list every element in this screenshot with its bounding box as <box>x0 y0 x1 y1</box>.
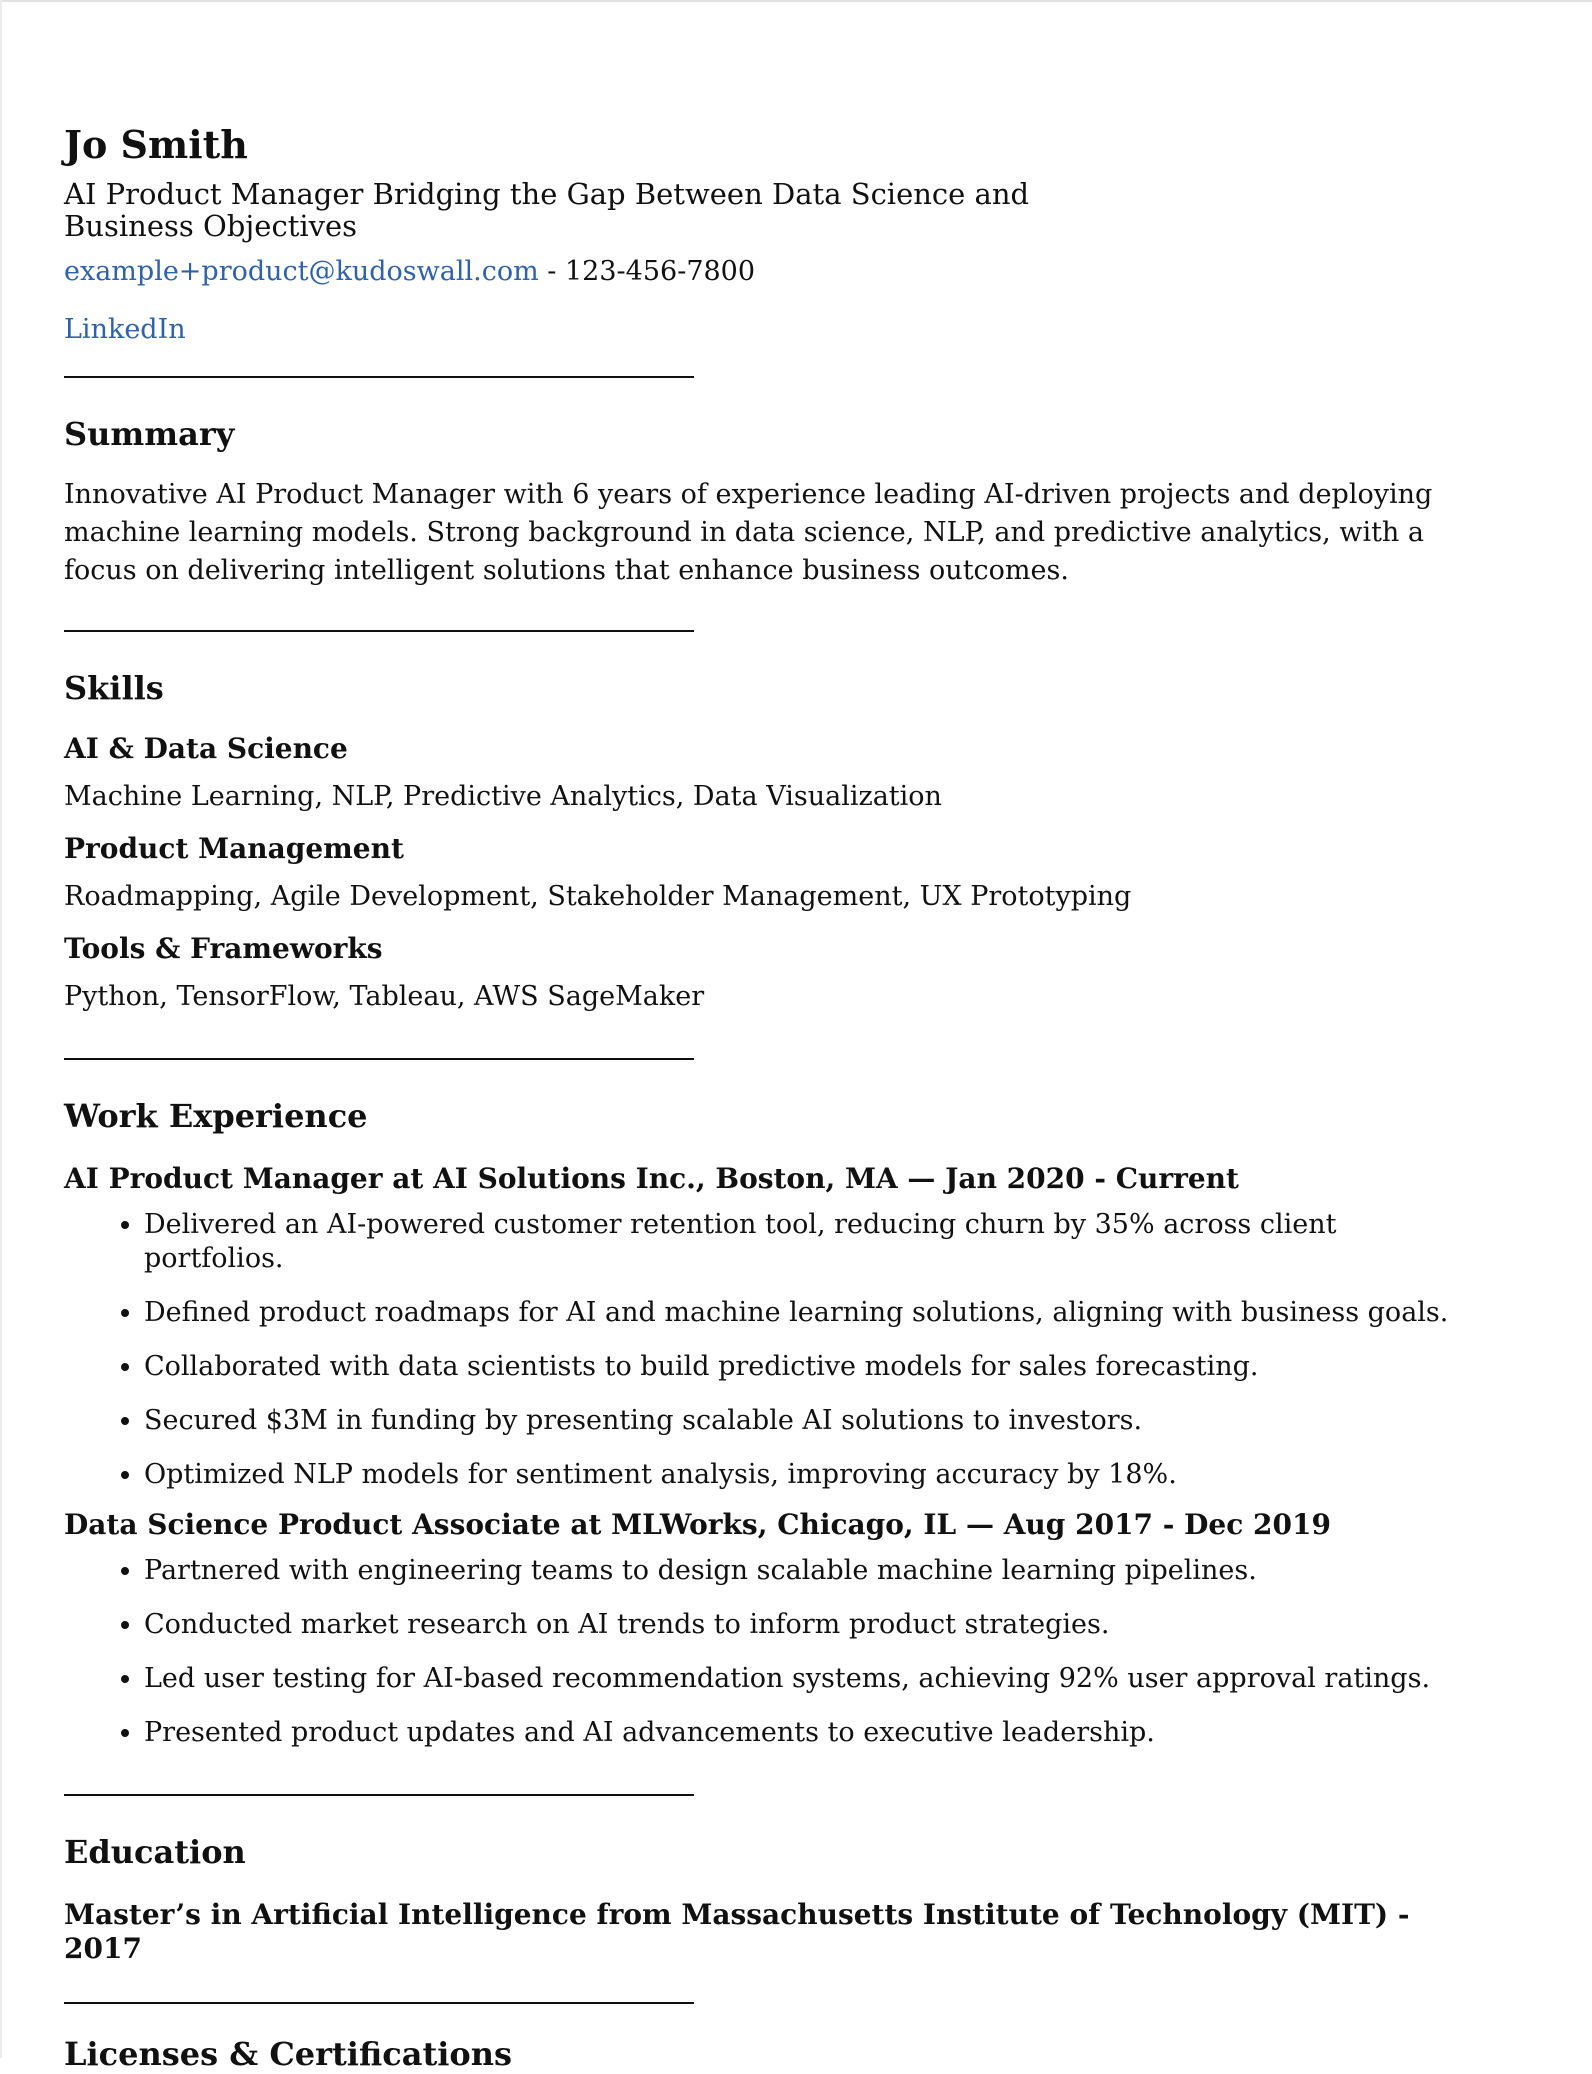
linkedin-line <box>64 314 1464 346</box>
skill-group-title: AI & Data Science <box>64 732 348 765</box>
summary-text: Innovative AI Product Manager with 6 years of experience leading AI-driven projects and deploying machine learning models. Strong background in data science, NLP, and predictive analytics, with a focus on delivering intelligent solutions that enhance business outcomes. <box>64 479 1433 586</box>
education-heading: Education <box>64 1833 246 1871</box>
skill-group-title: Tools & Frameworks <box>64 932 383 965</box>
job-bullets <box>64 1208 1464 1492</box>
list-item: • Conducted market research on AI trends to inform product strategies. <box>144 1608 1464 1642</box>
job-bullets <box>64 1554 1464 1750</box>
page-top-border <box>0 0 1592 2</box>
list-item: • Presented product updates and AI advancements to executive leadership. <box>144 1716 1464 1750</box>
list-item: • Delivered an AI-powered customer retention tool, reducing churn by 35% across client portfolios. <box>144 1208 1464 1276</box>
list-item: • Optimized NLP models for sentiment analysis, improving accuracy by 18%. <box>144 1458 1464 1492</box>
headline: AI Product Manager Bridging the Gap Between Data Science and Business Objectives <box>64 177 1030 243</box>
summary-heading: Summary <box>64 415 235 453</box>
section-divider <box>64 2002 694 2004</box>
page-left-border <box>0 0 2 2058</box>
candidate-name: Jo Smith <box>64 122 248 167</box>
linkedin-link[interactable]: LinkedIn <box>64 314 186 345</box>
work-experience-heading: Work Experience <box>64 1097 368 1135</box>
list-item: • Partnered with engineering teams to design scalable machine learning pipelines. <box>144 1554 1464 1588</box>
section-divider <box>64 1058 694 1060</box>
skill-group-items: Roadmapping, Agile Development, Stakeholder Management, UX Prototyping <box>64 881 1132 912</box>
resume <box>64 122 1464 2074</box>
job-heading: Data Science Product Associate at MLWorks, Chicago, IL — Aug 2017 - Dec 2019 <box>64 1508 1331 1541</box>
section-divider <box>64 630 694 632</box>
skill-group-items: Machine Learning, NLP, Predictive Analytics, Data Visualization <box>64 781 942 812</box>
list-item: • Secured $3M in funding by presenting scalable AI solutions to investors. <box>144 1404 1464 1438</box>
section-divider <box>64 376 694 378</box>
list-item: • Defined product roadmaps for AI and machine learning solutions, aligning with business goals. <box>144 1296 1464 1330</box>
skill-group-items: Python, TensorFlow, Tableau, AWS SageMaker <box>64 981 705 1012</box>
list-item: • Led user testing for AI-based recommendation systems, achieving 92% user approval ratings. <box>144 1662 1464 1696</box>
skill-group-title: Product Management <box>64 832 404 865</box>
contact-line <box>64 256 1464 288</box>
skills-heading: Skills <box>64 669 164 707</box>
job-heading: AI Product Manager at AI Solutions Inc., Boston, MA — Jan 2020 - Current <box>64 1162 1239 1195</box>
education-entry: Master’s in Artificial Intelligence from Massachusetts Institute of Technology (MIT) - 2017 <box>64 1898 1410 1965</box>
phone-number: 123-456-7800 <box>565 256 756 287</box>
certifications-heading: Licenses & Certifications <box>64 2035 512 2073</box>
section-divider <box>64 1794 694 1796</box>
email-link[interactable]: example+product@kudoswall.com <box>64 256 539 287</box>
list-item: • Collaborated with data scientists to build predictive models for sales forecasting. <box>144 1350 1464 1384</box>
contact-separator: - <box>538 256 565 287</box>
